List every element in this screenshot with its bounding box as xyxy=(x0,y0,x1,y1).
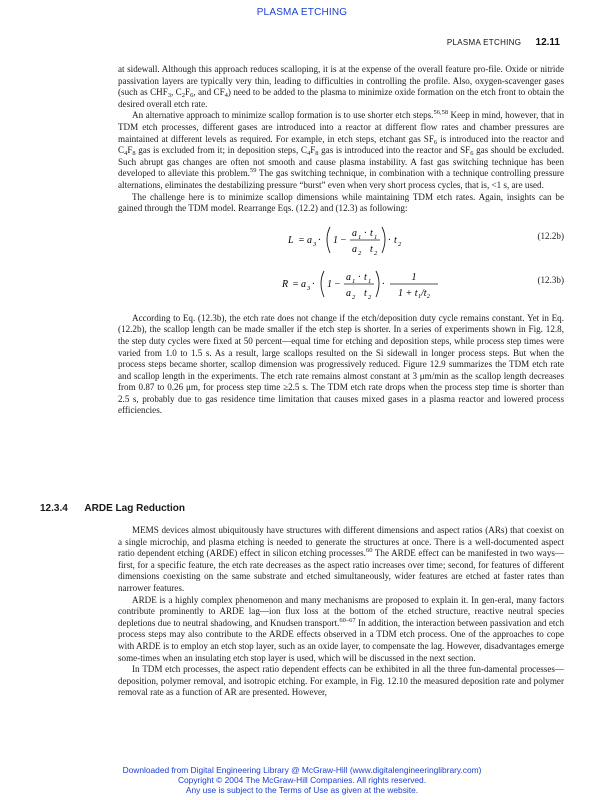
eq1-num-a-sub: 1 xyxy=(358,233,362,241)
equation-12-3b xyxy=(118,265,564,305)
section-number: 12.3.4 xyxy=(40,503,68,514)
eq2-minus: − xyxy=(334,278,341,290)
eq1-equals: = xyxy=(298,234,305,246)
eq2-den-t-sub: 2 xyxy=(368,293,372,301)
footer-line-copyright: Copyright © 2004 The McGraw-Hill Companies. All rights reserved. xyxy=(177,775,427,785)
equation-12-2b-number: (12.2b) xyxy=(537,230,564,241)
eq2-num-t-sub: 1 xyxy=(368,277,372,285)
para-sidewall: at sidewall. Although this approach reduces scalloping, it is at the expense of the overall feature pro-file. Oxide or nitride passivation layers are typically very thin, leading to difficulties in controlling the profile. Also, oxygen-scavenger gases (such as $CHF_3$, $C_2F_6$, and $CF_4$) need to be added to the plasma to minimize oxide formation on the etch front to obtain the desired overall etch rate. xyxy=(118,64,564,109)
eq2-frac-den: 1 + t₁/t₂ xyxy=(397,287,431,299)
para-challenge: The challenge here is to minimize scallop dimensions while maintaining TDM etch rates. Again, insights can be gained through the TDM model. Rearrange Eqs. (12.2) and (12.3) as following: xyxy=(118,191,564,214)
eq1-lparen xyxy=(327,227,330,253)
eq2-num-t: t xyxy=(364,271,367,283)
equation-12-3b-formula xyxy=(118,265,558,305)
eq2-rparen xyxy=(376,271,379,297)
eq2-equals: = xyxy=(292,278,299,290)
eq1-den-t: t xyxy=(370,243,373,255)
eq2-one: 1 xyxy=(327,278,332,290)
eq1-den-a-sub: 2 xyxy=(358,249,362,257)
equation-12-3b-number: (12.3b) xyxy=(537,274,564,285)
eq1-num-t-sub: 1 xyxy=(374,233,378,241)
paragraphs-mid xyxy=(118,313,564,417)
eq2-num-a: a xyxy=(346,271,351,283)
eq1-a3-sub: 3 xyxy=(313,240,317,248)
eq1-minus: − xyxy=(340,234,347,246)
para-according: According to Eq. (12.3b), the etch rate does not change if the etch/deposition duty cycle remains constant. Yet in Eq. (12.2b), the scallop length can be made smaller if the etch step is shorter. In a series of experiments shown in Fig. 12.8, the step duty cycles were fixed at 50 percent—equal time for etching and deposition steps, while process step times were varied from 1.0 to 1.5 s. As a result, large scallops resulted on the Si sidewall in longer process steps. But when the process steps became shorter, scallop dimension was progressively reduced. Figure 12.9 summarizes the TDM etch rate and scallop length in the experiments. The etch rate remains almost constant at 3 μm/min as the scallop length decreases from 0.87 to 0.26 μm, for process step time ≥2.5 s. The TDM etch rate drops when the process step time is shorter than 2.5 s, probably due to gas residence time limitation that causes mixed gases in a plasma reactor and lowered process efficiencies. xyxy=(118,312,564,416)
eq2-den-a-sub: 2 xyxy=(352,293,356,301)
equation-12-2b xyxy=(118,221,564,259)
paragraphs-bottom xyxy=(118,525,564,699)
eq2-a3-sub: 3 xyxy=(307,284,311,292)
running-head xyxy=(447,37,560,48)
eq1-a3: a xyxy=(307,234,312,246)
eq2-den-a: a xyxy=(346,287,351,299)
body-text-bottom xyxy=(118,525,564,699)
page-number: 12.11 xyxy=(535,37,560,48)
eq1-tail-sub: 2 xyxy=(398,240,402,248)
eq1-dot: · xyxy=(318,234,321,246)
section-heading xyxy=(40,503,185,514)
footer xyxy=(0,765,604,795)
eq2-num-a-sub: 1 xyxy=(352,277,356,285)
section-title: ARDE Lag Reduction xyxy=(84,503,185,514)
eq2-dot: · xyxy=(312,278,315,290)
eq2-lparen xyxy=(321,271,324,297)
eq2-frac-num: 1 xyxy=(411,271,417,283)
para-arde-complex: ARDE is a highly complex phenomenon and many mechanisms are proposed to explain it. In gen-eral, many factors contribute prominently to ARDE lag—ion flux loss at the bottom of the etched structure, reactive neutral species depletions due to neutral shadowing, and Knudsen transport.$^{60-67}$ In addition, the interaction between passivation and etch process steps may also contribute to the ARDE effects observed in a TDM etch process. One of the approaches to cope with ARDE is to employ an etch stop layer, such as an oxide layer, to compensate the lag. However, disadvantages emerge some-times when an insulating etch stop layer is used, which will be discussed in the next section. xyxy=(118,594,564,663)
para-alternative: An alternative approach to minimize scallop formation is to use shorter etch steps.$^{56,58}$ Keep in mind, however, that in TDM etch processes, different gases are introduced into a reactor at different flow rates and chamber pressures are maintained at different levels as required. For example, in etch steps, etchant gas $SF_6$ is introduced into the reactor and $C_4F_8$ gas is excluded from it; in deposition steps, $C_4F_8$ gas is introduced into the reactor and $SF_6$ gas should be excluded. Such abrupt gas changes are often not smooth and cause plasma instability. A fast gas switching technique has been developed to alleviate this problem.$^{59}$ The gas switching technique, in combination with a technique controlling pressure alternations, eliminates the destabilizing pressure “burst” even when very short process cycles, that is, <1 s, are used. xyxy=(118,109,564,190)
eq1-num-a: a xyxy=(352,227,357,239)
eq2-lhs: R xyxy=(282,278,289,290)
eq2-den-t: t xyxy=(364,287,367,299)
top-banner: PLASMA ETCHING xyxy=(256,7,348,18)
eq1-one: 1 xyxy=(333,234,338,246)
para-mems: MEMS devices almost ubiquitously have structures with different dimensions and aspect ratios (ARs) that coexist on a single microchip, and plasma etching is needed to generate the structures at once. There is a well-documented aspect ratio dependent etching (ARDE) effect in silicon etching processes.$^{60}$ The ARDE effect can be manifested in two ways—first, for a specific feature, the etch rate decreases as the aspect ratio increases over time; second, for features of different dimensions coexisting on the same substrate and etched simultaneously, wider features are etched at faster rates than narrower features. xyxy=(118,525,565,593)
eq2-num-dot: · xyxy=(358,271,361,283)
eq1-den-a: a xyxy=(352,243,357,255)
footer-line-terms: Any use is subject to the Terms of Use as given at the website. xyxy=(185,785,419,795)
para-tdm: In TDM etch processes, the aspect ratio dependent effects can be exhibited in all the three fun-damental processes—deposition, polymer removal, and isotropic etching. For example, in Fig. 12.10 the measured deposition rate and polymer removal rate as a function of AR are presented. However, xyxy=(118,664,564,698)
eq1-rparen xyxy=(382,227,385,253)
eq1-lhs: L xyxy=(288,234,294,246)
eq1-num-dot: · xyxy=(364,227,367,239)
eq1-tail: t xyxy=(394,234,397,246)
eq2-tail-dot: · xyxy=(382,278,385,290)
eq1-den-t-sub: 2 xyxy=(374,249,378,257)
eq2-a3: a xyxy=(301,278,306,290)
eq1-tail-dot: · xyxy=(388,234,391,246)
paragraphs-top xyxy=(118,64,564,215)
footer-line-download: Downloaded from Digital Engineering Library @ McGraw-Hill (www.digitalengineeringlibrary.com) xyxy=(122,765,482,775)
eq1-num-t: t xyxy=(370,227,373,239)
equation-12-2b-formula xyxy=(118,221,558,259)
running-head-title: PLASMA ETCHING xyxy=(446,38,522,47)
body-text-top xyxy=(118,64,564,417)
